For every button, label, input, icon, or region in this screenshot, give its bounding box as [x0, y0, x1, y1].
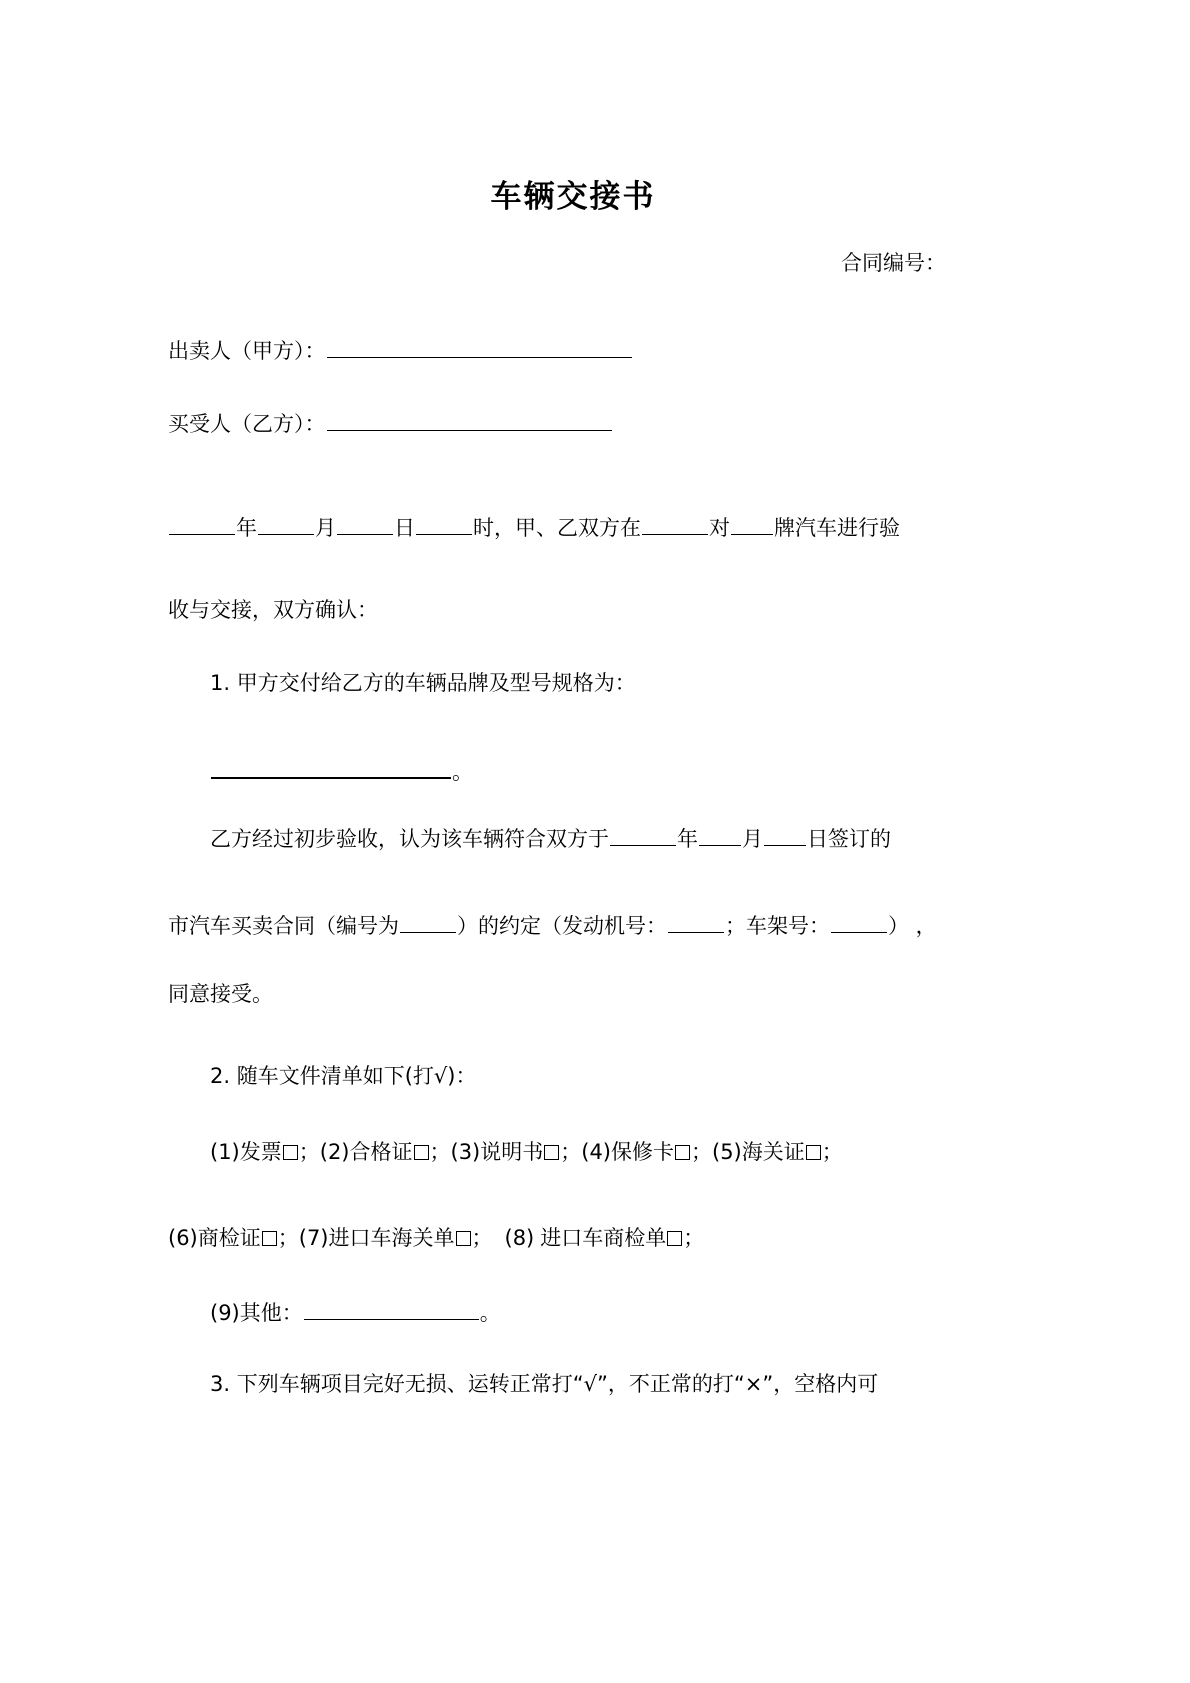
contract-city-text: 市汽车买卖合同（编号为 — [168, 914, 399, 938]
vin-blank[interactable] — [831, 911, 887, 933]
item-separator: ； — [429, 1140, 451, 1164]
checklist-item[interactable] — [320, 1140, 451, 1164]
checklist-item[interactable] — [451, 1140, 582, 1164]
item-period: 。 — [479, 1301, 501, 1325]
checkbox-icon[interactable] — [806, 1145, 821, 1160]
checklist-item[interactable] — [581, 1140, 712, 1164]
contract-vin-text: ；车架号： — [725, 914, 830, 938]
checklist-item[interactable] — [210, 1140, 320, 1164]
item-separator: ； — [560, 1140, 582, 1164]
item-label: 海关证 — [741, 1140, 805, 1164]
intro-dui-text: 对 — [709, 516, 730, 540]
checkbox-icon[interactable] — [544, 1145, 559, 1160]
checklist-item[interactable] — [299, 1226, 493, 1250]
month-unit: 月 — [315, 516, 336, 540]
item-separator: ； — [821, 1140, 843, 1164]
contract-engine-text: ）的约定（发动机号： — [457, 914, 667, 938]
intro-parties-text: 时，甲、乙双方在 — [473, 516, 641, 540]
day-blank[interactable] — [337, 513, 393, 535]
page-title: 车辆交接书 — [490, 179, 656, 215]
item-label: 发票 — [239, 1140, 282, 1164]
item-number: (7) — [298, 1226, 329, 1250]
acceptance-month: 月 — [742, 827, 763, 851]
checklist-item[interactable] — [712, 1140, 843, 1164]
checklist-item[interactable] — [168, 1226, 299, 1250]
agree-line: 同意接受。 — [168, 982, 273, 1006]
checkbox-icon[interactable] — [675, 1145, 690, 1160]
checkbox-icon[interactable] — [262, 1231, 277, 1246]
item-separator: ； — [277, 1226, 299, 1250]
clause-2-heading: 2. 随车文件清单如下(打√)： — [210, 1064, 477, 1088]
item-number: (3) — [450, 1140, 481, 1164]
contract-day-blank[interactable] — [764, 824, 806, 846]
item-separator: ； — [683, 1226, 705, 1250]
clause-1-model-line — [168, 756, 1020, 783]
seller-line — [168, 336, 978, 362]
item-number: (4) — [581, 1140, 611, 1164]
day-unit: 日 — [394, 516, 415, 540]
intro-line-1 — [168, 513, 978, 539]
item-number: (9) — [210, 1301, 240, 1325]
contract-detail-line — [168, 911, 978, 937]
item-label: 商检证 — [197, 1226, 261, 1250]
contract-close-text: ） ， — [888, 914, 937, 938]
contract-number-label: 合同编号： — [841, 251, 946, 275]
item-label: 其他： — [239, 1301, 303, 1325]
checkbox-icon[interactable] — [667, 1231, 682, 1246]
seller-blank[interactable] — [327, 336, 632, 358]
item-label: 进口车商检单 — [540, 1226, 667, 1250]
month-blank[interactable] — [258, 513, 314, 535]
item-separator: ； — [691, 1140, 712, 1164]
contract-no-blank[interactable] — [400, 911, 456, 933]
item-label: 说明书 — [480, 1140, 544, 1164]
checkbox-icon[interactable] — [456, 1231, 471, 1246]
document-checklist-row-1 — [168, 1142, 1020, 1163]
acceptance-year: 年 — [677, 827, 698, 851]
year-blank[interactable] — [169, 513, 235, 535]
intro-line-2: 收与交接，双方确认： — [168, 598, 378, 622]
buyer-blank[interactable] — [327, 409, 612, 431]
acceptance-day: 日签订的 — [807, 827, 891, 851]
clause-3-heading: 3. 下列车辆项目完好无损、运转正常打“√”，不正常的打“×”，空格内可 — [210, 1372, 879, 1396]
vehicle-model-blank[interactable] — [211, 756, 451, 779]
clause-1-heading: 1. 甲方交付给乙方的车辆品牌及型号规格为： — [210, 671, 636, 695]
seller-label: 出卖人（甲方）： — [168, 339, 326, 363]
brand-blank[interactable] — [731, 513, 773, 535]
clause-1-period: 。 — [452, 760, 473, 784]
item-number: (1) — [210, 1140, 240, 1164]
location-blank[interactable] — [642, 513, 708, 535]
buyer-line — [168, 409, 978, 435]
item-separator: ； — [471, 1226, 493, 1250]
item-label: 合格证 — [349, 1140, 413, 1164]
checklist-item[interactable] — [505, 1226, 705, 1250]
checkbox-icon[interactable] — [283, 1145, 298, 1160]
contract-month-blank[interactable] — [699, 824, 741, 846]
year-unit: 年 — [236, 516, 257, 540]
other-document-blank[interactable] — [304, 1298, 479, 1320]
acceptance-text: 乙方经过初步验收，认为该车辆符合双方于 — [210, 827, 609, 851]
item-separator: ； — [298, 1140, 320, 1164]
buyer-label: 买受人（乙方）： — [168, 412, 326, 436]
checkbox-icon[interactable] — [414, 1145, 429, 1160]
item-label: 进口车海关单 — [328, 1226, 455, 1250]
item-number: (6) — [168, 1226, 198, 1250]
acceptance-line — [168, 824, 1020, 850]
item-number: (5) — [712, 1140, 742, 1164]
item-number: (2) — [319, 1140, 350, 1164]
hour-blank[interactable] — [416, 513, 472, 535]
intro-brand-text: 牌汽车进行验 — [774, 516, 900, 540]
contract-year-blank[interactable] — [610, 824, 676, 846]
checklist-item-other — [168, 1298, 1020, 1324]
item-label: 保修卡 — [611, 1140, 674, 1164]
item-number: (8) — [504, 1226, 535, 1250]
engine-no-blank[interactable] — [668, 911, 724, 933]
document-checklist-row-2 — [168, 1228, 978, 1249]
